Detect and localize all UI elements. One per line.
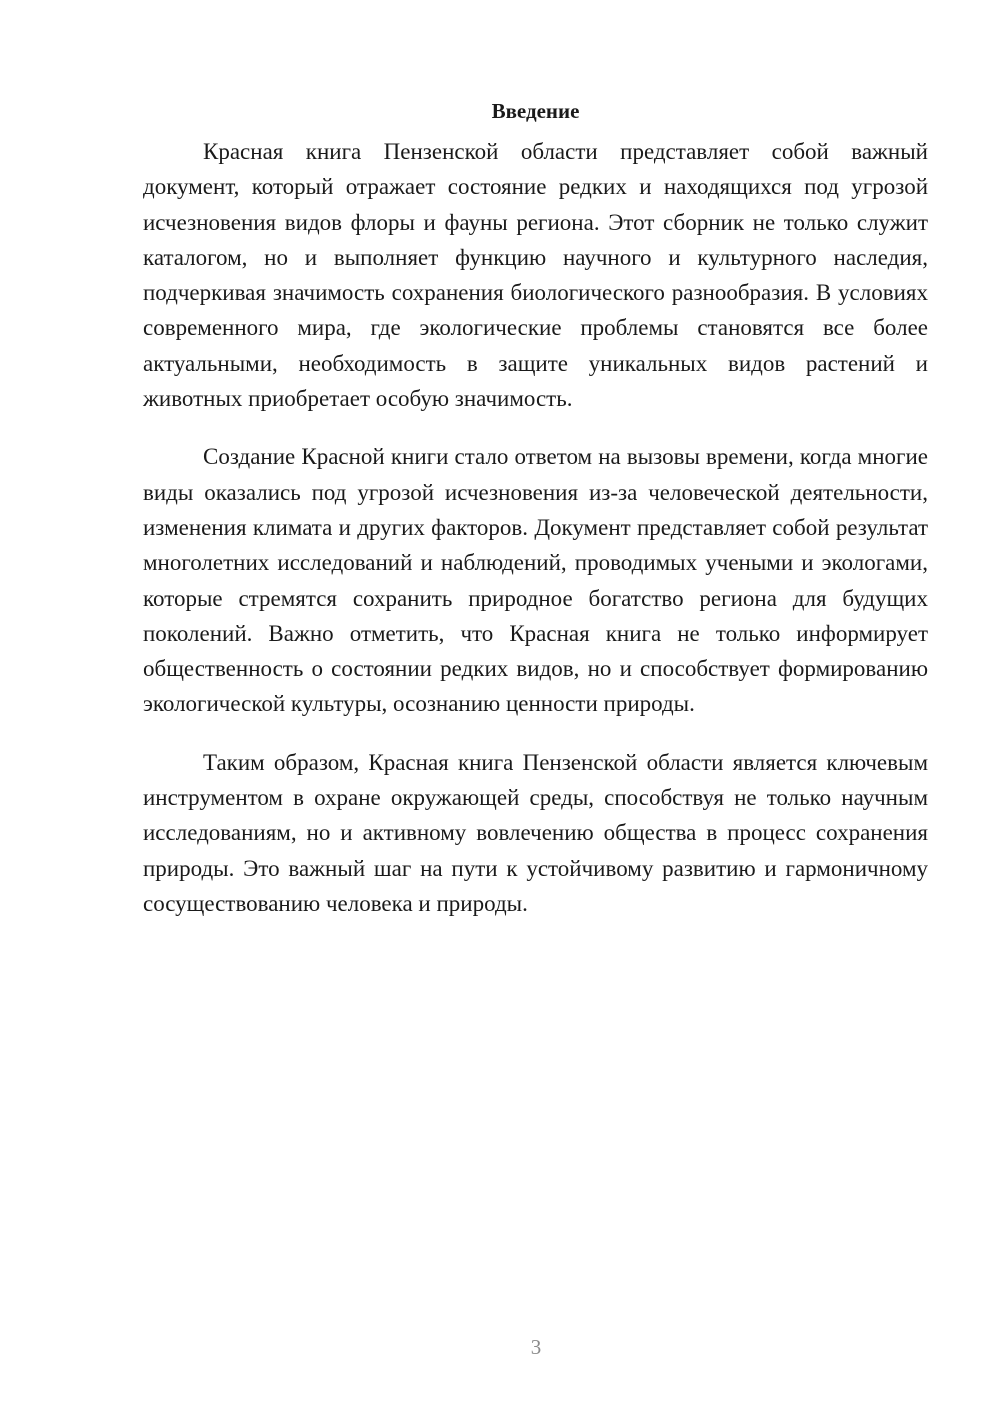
- paragraph-2: Создание Красной книги стало ответом на вызовы времени, когда многие виды оказались под угрозой исчезновения из-за человеческой деятельности, изменения климата и других факторов. Документ представляет собой результат многолетних исследований и наблюдений, проводимых учеными и экологами, которые стремятся сохранить природное богатство региона для будущих поколений. Важно отметить, что Красная книга не только информирует общественность о состоянии редких видов, но и способствует формированию экологической культуры, осознанию ценности природы.: [143, 444, 928, 717]
- page-number: 3: [530, 1335, 542, 1359]
- paragraph-1: Красная книга Пензенской области представляет собой важный документ, который отражает состояние редких и находящихся под угрозой исчезновения видов флоры и фауны региона. Этот сборник не только служит каталогом, но и выполняет функцию научного и культурного наследия, подчеркивая значимость сохранения биологического разнообразия. В условиях современного мира, где экологические проблемы становятся все более актуальными, необходимость в защите уникальных видов растений и животных приобретает особую значимость.: [143, 139, 928, 412]
- section-title: Введение: [491, 99, 580, 123]
- page-content: [143, 96, 928, 944]
- paragraph-3: Таким образом, Красная книга Пензенской области является ключевым инструментом в охране окружающей среды, способствуя не только научным исследованиям, но и активному вовлечению общества в процесс сохранения природы. Это важный шаг на пути к устойчивому развитию и гармоничному сосуществованию человека и природы.: [143, 749, 928, 916]
